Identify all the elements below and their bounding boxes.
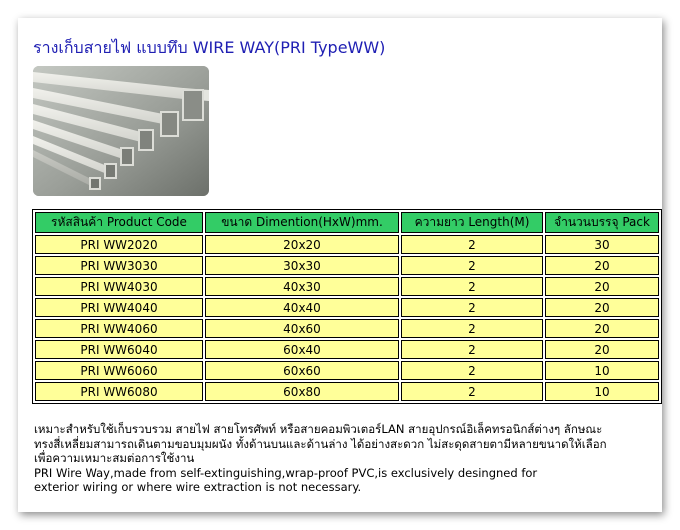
description-line: ทรงสี่เหลี่ยมสามารถเดินตามขอบมุมผนัง ทั้งด้านบนและด้านล่าง ได้อย่างสะดวก ไม่สะดุดสายตามีหลายขนาดให้เลือก: [34, 436, 607, 451]
cell-length: 2: [401, 277, 543, 296]
cell-product-code: PRI WW3030: [35, 256, 203, 275]
cell-product-code: PRI WW4030: [35, 277, 203, 296]
table-row: [35, 382, 659, 401]
cell-length: 2: [401, 235, 543, 254]
cell-length: 2: [401, 340, 543, 359]
cell-pack: 10: [545, 382, 659, 401]
cell-dimension: 30x30: [205, 256, 399, 275]
description-line: PRI Wire Way,made from self-extinguishing,wrap-proof PVC,is exclusively desingned for: [34, 465, 538, 480]
product-photo: [33, 66, 209, 196]
table-row: [35, 340, 659, 359]
cell-product-code: PRI WW4040: [35, 298, 203, 317]
description-line: เหมาะสำหรับใช้เก็บรวบรวม สายไฟ สายโทรศัพท์ หรือสายคอมพิวเตอร์LAN สายอุปกรณ์อิเล็คทรอนิกส์ต่างๆ ลักษณะ: [34, 422, 603, 436]
column-header-pack: จำนวนบรรจุ Pack: [545, 212, 659, 233]
cell-dimension: 60x80: [205, 382, 399, 401]
cell-pack: 20: [545, 340, 659, 359]
cell-length: 2: [401, 382, 543, 401]
cell-length: 2: [401, 361, 543, 380]
cell-length: 2: [401, 319, 543, 338]
table-body: [35, 235, 659, 401]
table-row: [35, 256, 659, 275]
description-line: เพื่อความเหมาะสมต่อการใช้งาน: [34, 451, 195, 465]
table-row: [35, 235, 659, 254]
cell-product-code: PRI WW6040: [35, 340, 203, 359]
cell-product-code: PRI WW6080: [35, 382, 203, 401]
product-spec-table: [32, 209, 662, 404]
cell-pack: 30: [545, 235, 659, 254]
column-header-length: ความยาว Length(M): [401, 212, 543, 233]
cell-product-code: PRI WW4060: [35, 319, 203, 338]
cell-dimension: 40x40: [205, 298, 399, 317]
table-row: [35, 319, 659, 338]
table-header-row: [35, 212, 659, 233]
column-header-dimension: ขนาด Dimention(HxW)mm.: [205, 212, 399, 233]
cell-product-code: PRI WW2020: [35, 235, 203, 254]
table-row: [35, 298, 659, 317]
cell-length: 2: [401, 298, 543, 317]
content-frame: [18, 18, 662, 512]
cell-dimension: 40x60: [205, 319, 399, 338]
cell-product-code: PRI WW6060: [35, 361, 203, 380]
cell-pack: 20: [545, 256, 659, 275]
column-header-product-code: รหัสสินค้า Product Code: [35, 212, 203, 233]
cell-pack: 20: [545, 298, 659, 317]
cell-pack: 20: [545, 277, 659, 296]
table-row: [35, 277, 659, 296]
product-description: [34, 422, 644, 495]
page-title: รางเก็บสายไฟ แบบทึบ WIRE WAY(PRI TypeWW): [33, 38, 386, 57]
cell-length: 2: [401, 256, 543, 275]
description-line: exterior wiring or where wire extraction is not necessary.: [34, 480, 362, 494]
cell-dimension: 60x60: [205, 361, 399, 380]
table-row: [35, 361, 659, 380]
cell-pack: 10: [545, 361, 659, 380]
cell-dimension: 40x30: [205, 277, 399, 296]
cell-dimension: 20x20: [205, 235, 399, 254]
cell-pack: 20: [545, 319, 659, 338]
cell-dimension: 60x40: [205, 340, 399, 359]
